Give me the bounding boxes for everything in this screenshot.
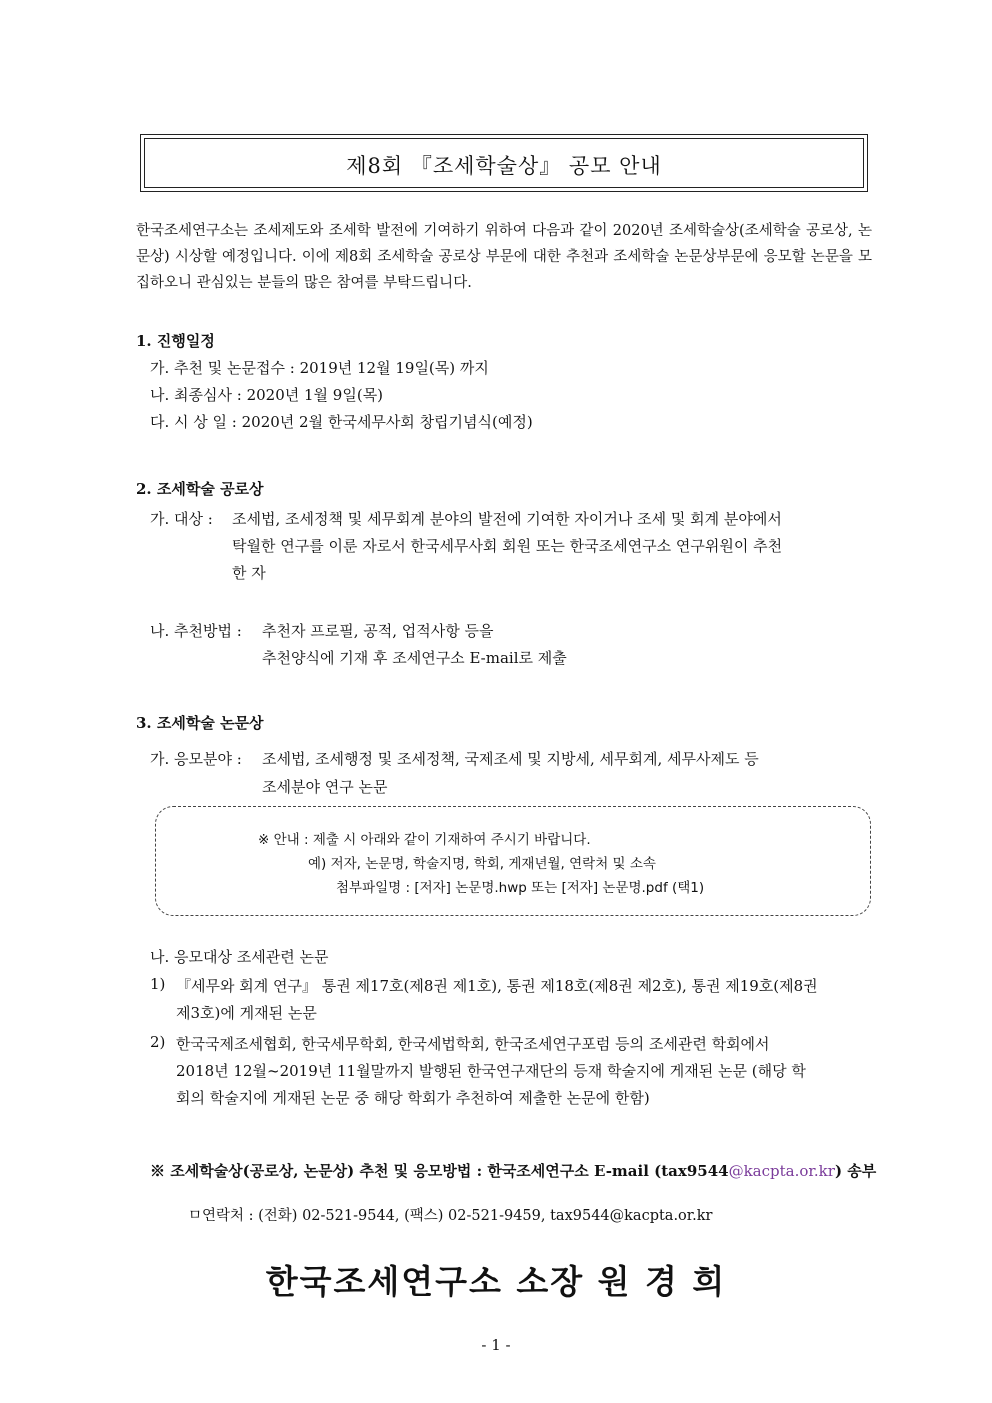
- document-title: 제8회 『조세학술상』 공모 안내: [346, 154, 662, 178]
- note-prefix: ※ 조세학술상(공로상, 논문상) 추천 및 응모방법 : 한국조세연구소 E-mail (tax9544: [150, 1162, 729, 1180]
- application-method-note: [150, 1160, 876, 1181]
- paper-target-line: 제3호)에 게재된 논문: [176, 1004, 317, 1022]
- paper-target-line: 『세무와 회계 연구』 통권 제17호(제8권 제1호), 통권 제18호(제8권 제2호), 통권 제19호(제8권: [176, 977, 818, 995]
- recommend-method-line: 추천양식에 기재 후 조세연구소 E-mail로 제출: [262, 649, 567, 667]
- section2-heading: 2. 조세학술 공로상: [136, 480, 264, 498]
- note-email: @kacpta.or.kr: [728, 1162, 835, 1180]
- page-number: - 1 -: [481, 1336, 511, 1354]
- intro-paragraph: 한국조세연구소는 조세제도와 조세학 발전에 기여하기 위하여 다음과 같이 2020년 조세학술상(조세학술 공로상, 논문상) 시상할 예정입니다. 이에 제8회 조세학술 공로상 부문에 대한 추천과 조세학술 논문상부문에 응모할 논문을 모집하오니 관심있는 분들의 많은 참여를 부탁드립니다.: [136, 223, 872, 291]
- award-target-line: 조세법, 조세정책 및 세무회계 분야의 발전에 기여한 자이거나 조세 및 회계 분야에서: [232, 510, 782, 528]
- paper-target-heading: 나. 응모대상 조세관련 논문: [150, 948, 329, 966]
- schedule-item: 다. 시 상 일 : 2020년 2월 한국세무사회 창립기념식(예정): [150, 413, 533, 431]
- note-suffix: ) 송부: [834, 1162, 877, 1180]
- section3-heading: 3. 조세학술 논문상: [136, 714, 264, 732]
- recommend-method-label: 나. 추천방법 :: [150, 622, 242, 640]
- field-line: 조세법, 조세행정 및 조세정책, 국제조세 및 지방세, 세무회계, 세무사제도 등: [262, 750, 759, 768]
- notice-line: ※ 안내 : 제출 시 아래와 같이 기재하여 주시기 바랍니다.: [258, 832, 591, 848]
- contact-info: ㅁ연락처 : (전화) 02-521-9544, (팩스) 02-521-9459, tax9544@kacpta.or.kr: [188, 1208, 713, 1224]
- section1-heading: 1. 진행일정: [136, 332, 215, 350]
- schedule-item: 가. 추천 및 논문접수 : 2019년 12월 19일(목) 까지: [150, 359, 489, 377]
- paper-target-number: 2): [150, 1033, 166, 1051]
- signature: 한국조세연구소 소장 원 경 희: [265, 1262, 727, 1301]
- field-line: 조세분야 연구 논문: [262, 778, 388, 796]
- paper-target-line: 회의 학술지에 게재된 논문 중 해당 학회가 추천하여 제출한 논문에 한함): [176, 1089, 650, 1107]
- paper-target-line: 2018년 12월~2019년 11월말까지 발행된 한국연구재단의 등재 학술지에 게재된 논문 (해당 학: [176, 1062, 806, 1080]
- award-target-label: 가. 대상 :: [150, 510, 213, 528]
- notice-line: 첨부파일명 : [저자] 논문명.hwp 또는 [저자] 논문명.pdf (택1): [336, 880, 705, 896]
- field-label: 가. 응모분야 :: [150, 750, 242, 768]
- award-target-line: 한 자: [232, 564, 266, 582]
- notice-line: 예) 저자, 논문명, 학술지명, 학회, 게재년월, 연락처 및 소속: [308, 856, 656, 872]
- paper-target-number: 1): [150, 975, 166, 993]
- schedule-item: 나. 최종심사 : 2020년 1월 9일(목): [150, 386, 384, 404]
- award-target-line: 탁월한 연구를 이룬 자로서 한국세무사회 회원 또는 한국조세연구소 연구위원이 추천: [232, 537, 783, 555]
- title-box: [140, 134, 868, 192]
- recommend-method-line: 추천자 프로필, 공적, 업적사항 등을: [262, 622, 494, 640]
- paper-target-line: 한국국제조세협회, 한국세무학회, 한국세법학회, 한국조세연구포럼 등의 조세관련 학회에서: [176, 1035, 770, 1053]
